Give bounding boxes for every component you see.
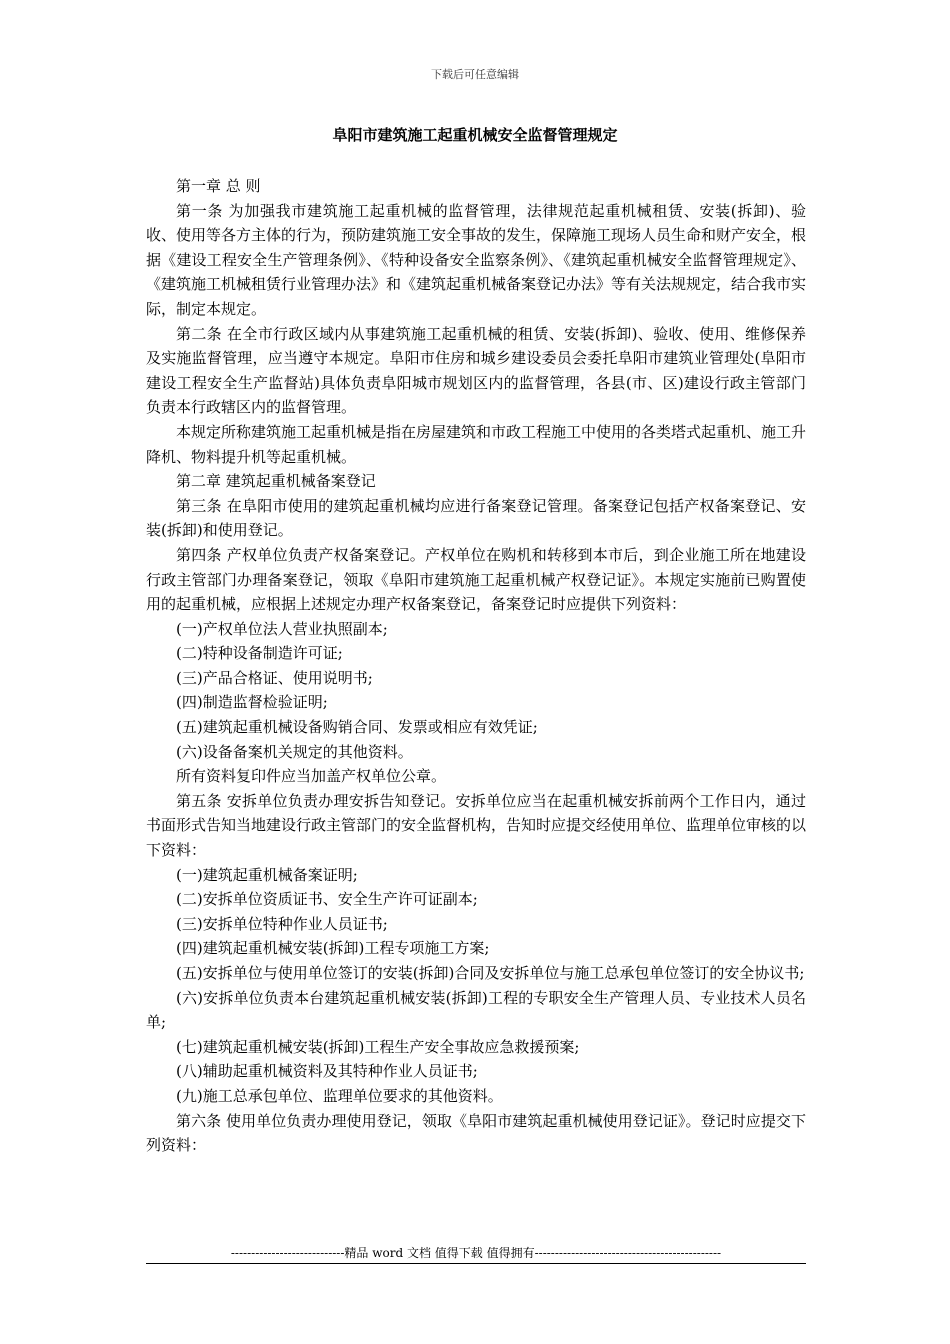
list-item: (五)建筑起重机械设备购销合同、发票或相应有效凭证; (176, 718, 538, 737)
list-item: (四)建筑起重机械安装(拆卸)工程专项施工方案; (176, 939, 490, 958)
list-item: (二)特种设备制造许可证; (176, 644, 343, 663)
list-item: (二)安拆单位资质证书、安全生产许可证副本; (176, 890, 478, 909)
article-paragraph: 第五条 安拆单位负责办理安拆告知登记。安拆单位应当在起重机械安拆前两个工作日内，通过书面形式告知当地建设行政主管部门的安全监督机构，告知时应提交经使用单位、监理单位审核的以下资料： (146, 791, 807, 860)
list-item: (四)制造监督检验证明; (176, 693, 328, 712)
list-item: (九)施工总承包单位、监理单位要求的其他资料。 (176, 1086, 503, 1105)
chapter-heading: 第二章 建筑起重机械备案登记 (176, 472, 376, 491)
article-paragraph: 第四条 产权单位负责产权备案登记。产权单位在购机和转移到本市后，到企业施工所在地建设行政主管部门办理备案登记，领取《阜阳市建筑施工起重机械产权登记证》。本规定实施前已购置使用的起重机械，应根据上述规定办理产权备案登记，备案登记时应提供下列资料： (146, 545, 806, 614)
document-body (146, 174, 806, 1158)
footer-banner: ----------------------------精品 word 文档 值得下载 值得拥有---------------------------------------------- (146, 1244, 806, 1264)
article-paragraph: 第二条 在全市行政区域内从事建筑施工起重机械的租赁、安装(拆卸)、验收、使用、维修保养及实施监督管理，应当遵守本规定。阜阳市住房和城乡建设委员会委托阜阳市建筑业管理处(阜阳市建设工程安全生产监督站)具体负责阜阳城市规划区内的监督管理，各县(市、区)建设行政主管部门负责本行政辖区内的监督管理。 (146, 324, 806, 417)
article-paragraph: 第三条 在阜阳市使用的建筑起重机械均应进行备案登记管理。备案登记包括产权备案登记、安装(拆卸)和使用登记。 (146, 496, 806, 540)
list-item: (五)安拆单位与使用单位签订的安装(拆卸)合同及安拆单位与施工总承包单位签订的安全协议书; (176, 964, 805, 982)
list-item: (七)建筑起重机械安装(拆卸)工程生产安全事故应急救援预案; (176, 1037, 580, 1056)
list-item: (一)产权单位法人营业执照副本; (176, 619, 388, 638)
list-item: (六)设备备案机关规定的其他资料。 (176, 742, 413, 761)
list-item: (三)安拆单位特种作业人员证书; (176, 914, 388, 933)
document-title: 阜阳市建筑施工起重机械安全监督管理规定 (332, 126, 618, 144)
list-item: (三)产品合格证、使用说明书; (176, 668, 373, 687)
body-paragraph: 所有资料复印件应当加盖产权单位公章。 (176, 767, 447, 786)
list-item: (六)安拆单位负责本台建筑起重机械安装(拆卸)工程的专职安全生产管理人员、专业技术人员名单; (146, 988, 806, 1032)
header-note: 下载后可任意编辑 (431, 68, 519, 81)
article-paragraph: 第一条 为加强我市建筑施工起重机械的监督管理，法律规范起重机械租赁、安装(拆卸)、验收、使用等各方主体的行为，预防建筑施工安全事故的发生，保障施工现场人员生命和财产安全，根据《建设工程安全生产管理条例》、《特种设备安全监察条例》、《建筑起重机械安全监督管理规定》、《建筑施工机械租赁行业管理办法》和《建筑起重机械备案登记办法》等有关法规规定，结合我市实际，制定本规定。 (146, 201, 807, 318)
list-item: (八)辅助起重机械资料及其特种作业人员证书; (176, 1062, 478, 1081)
body-paragraph: 本规定所称建筑施工起重机械是指在房屋建筑和市政工程施工中使用的各类塔式起重机、施工升降机、物料提升机等起重机械。 (146, 422, 807, 466)
article-paragraph: 第六条 使用单位负责办理使用登记，领取《阜阳市建筑起重机械使用登记证》。登记时应提交下列资料： (146, 1111, 806, 1155)
chapter-heading: 第一章 总 则 (176, 177, 261, 195)
list-item: (一)建筑起重机械备案证明; (176, 865, 358, 884)
